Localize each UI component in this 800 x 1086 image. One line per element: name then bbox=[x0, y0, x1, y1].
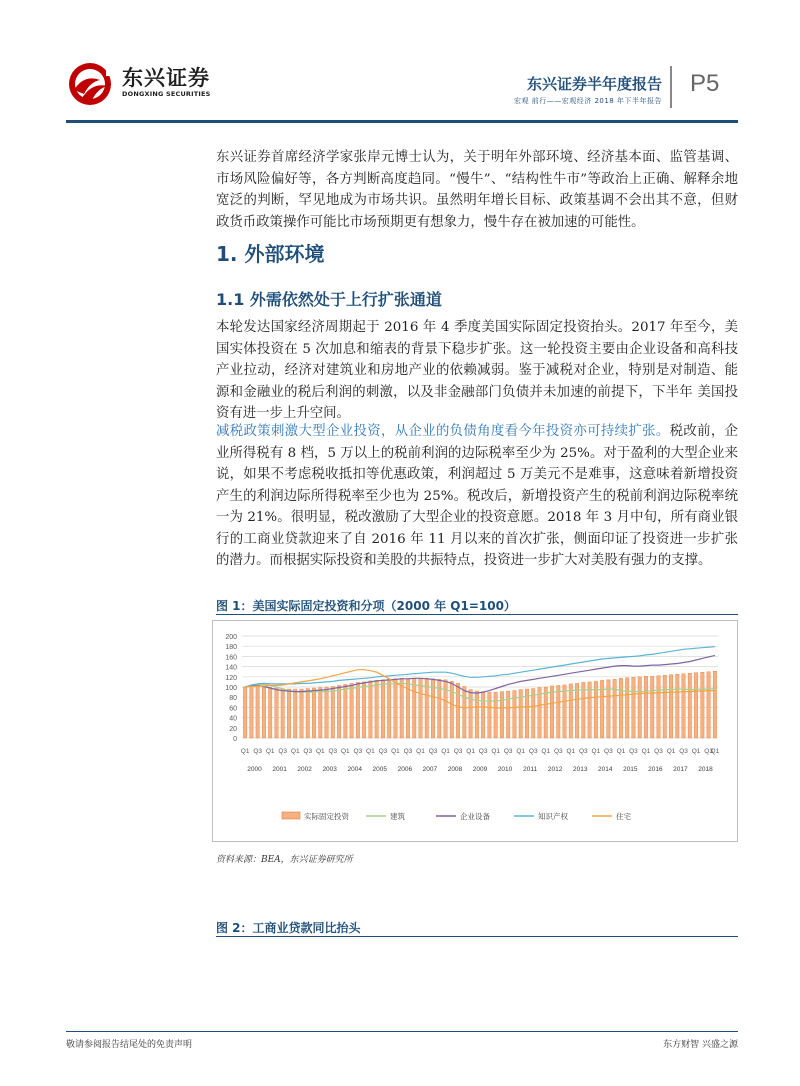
bar bbox=[550, 686, 553, 738]
bar bbox=[331, 686, 334, 738]
bar bbox=[456, 683, 459, 738]
x-quarter-label: Q3 bbox=[278, 748, 288, 755]
x-quarter-label: Q3 bbox=[704, 748, 713, 755]
bar bbox=[563, 685, 566, 738]
bar bbox=[544, 687, 547, 738]
investment-chart-svg bbox=[212, 620, 738, 842]
bar bbox=[306, 689, 309, 738]
x-year-label: 2016 bbox=[648, 766, 663, 773]
x-quarter-label: Q3 bbox=[679, 748, 688, 755]
x-quarter-label: Q1 bbox=[591, 748, 601, 755]
x-year-label: 2012 bbox=[547, 766, 563, 773]
bar bbox=[300, 689, 303, 738]
bar bbox=[287, 689, 290, 738]
figure2-title: 图 2：工商业贷款同比抬头 bbox=[216, 921, 361, 935]
x-quarter-label: Q1 bbox=[491, 748, 500, 755]
legend-label: 实际固定投资 bbox=[304, 812, 349, 821]
x-year-label: 2015 bbox=[623, 766, 638, 773]
bar bbox=[262, 687, 265, 738]
figure1-rule bbox=[216, 614, 738, 615]
y-tick-label: 140 bbox=[225, 664, 237, 672]
bar bbox=[682, 674, 685, 738]
x-year-label: 2005 bbox=[372, 766, 388, 773]
bar bbox=[575, 683, 578, 738]
bar bbox=[406, 679, 409, 738]
y-tick-label: 100 bbox=[225, 685, 237, 692]
x-year-label: 2001 bbox=[272, 766, 287, 773]
bar bbox=[701, 672, 704, 738]
x-year-label: 2007 bbox=[422, 766, 438, 773]
x-year-label: 2017 bbox=[673, 766, 688, 773]
x-year-label: 2009 bbox=[472, 766, 488, 773]
footer-rule bbox=[66, 1031, 738, 1032]
highlighted-sentence: 减税政策刺激大型企业投资，从企业的负债角度看今年投资亦可持续扩张。 bbox=[216, 424, 670, 439]
y-tick-label: 0 bbox=[233, 736, 237, 743]
report-title: 东兴证券半年度报告 bbox=[526, 75, 662, 93]
x-year-label: 2004 bbox=[347, 766, 362, 773]
logo-english-name: DONGXING SECURITIES bbox=[122, 90, 211, 98]
bar bbox=[394, 679, 397, 738]
x-year-label: 2003 bbox=[322, 766, 337, 773]
bar bbox=[400, 678, 403, 738]
header-divider bbox=[670, 66, 672, 108]
bar bbox=[243, 687, 246, 738]
bar bbox=[638, 677, 641, 738]
subsection-heading-external-demand: 1.1 外需依然处于上行扩张通道 bbox=[216, 290, 442, 309]
bar bbox=[450, 681, 453, 738]
y-tick-label: 200 bbox=[225, 634, 237, 641]
y-tick-label: 160 bbox=[225, 654, 237, 662]
bar bbox=[294, 689, 297, 738]
company-logo bbox=[66, 60, 216, 110]
bar bbox=[506, 691, 509, 738]
x-year-label: 2018 bbox=[698, 766, 713, 773]
bar bbox=[381, 680, 384, 738]
bar bbox=[319, 688, 322, 738]
x-quarter-label: Q3 bbox=[303, 748, 313, 755]
x-quarter-label: Q1 bbox=[641, 748, 651, 755]
bar bbox=[268, 688, 271, 738]
figure2-rule bbox=[216, 936, 738, 937]
bar bbox=[275, 688, 278, 738]
x-quarter-label: Q1 bbox=[466, 748, 475, 755]
bar bbox=[413, 679, 416, 738]
logo-emblem-icon bbox=[66, 60, 118, 106]
bar bbox=[494, 692, 497, 738]
logo-chinese-name: 东兴证券 bbox=[122, 66, 210, 90]
x-quarter-label: Q1 bbox=[341, 748, 350, 755]
x-quarter-label: Q3 bbox=[403, 748, 413, 755]
x-quarter-label: Q3 bbox=[553, 748, 563, 755]
x-quarter-label: Q1 bbox=[265, 748, 275, 755]
bar bbox=[694, 673, 697, 738]
bar bbox=[444, 680, 447, 738]
x-year-label: 2013 bbox=[572, 766, 588, 773]
bar bbox=[481, 692, 484, 738]
x-year-label: 2008 bbox=[447, 766, 463, 773]
bar bbox=[362, 682, 365, 738]
x-quarter-label: Q3 bbox=[579, 748, 588, 755]
x-quarter-label: Q1 bbox=[516, 748, 526, 755]
x-quarter-label: Q1 bbox=[416, 748, 425, 755]
x-quarter-label: Q3 bbox=[478, 748, 488, 755]
x-year-label: 2002 bbox=[297, 766, 312, 773]
x-quarter-label: Q1 bbox=[691, 748, 701, 755]
legend-label: 住宅 bbox=[616, 812, 631, 821]
bar bbox=[651, 676, 654, 738]
x-quarter-label: Q1 bbox=[240, 748, 250, 755]
x-quarter-label: Q1 bbox=[441, 748, 450, 755]
bar bbox=[337, 685, 340, 738]
bar bbox=[557, 685, 560, 738]
x-quarter-label: Q1 bbox=[710, 748, 720, 755]
report-subtitle: 宏观 前行——宏观经济 2018 年下半年报告 bbox=[514, 97, 662, 105]
x-quarter-label: Q1 bbox=[391, 748, 400, 755]
body-paragraph-investment-cycle: 本轮发达国家经济周期起于 2016 年 4 季度美国实际固定投资抬头。2017 年至今，美国实体投资在 5 次加息和缩表的背景下稳步扩张。这一轮投资主要由企业设备和高科技产业拉动，经济对建筑业和房地产业的依赖减弱。鉴于减税对企业，特别是对制造、能源和金融业的税后利润的刺激，以及非金融部门负债并未加速的前提下，下半年 美国投资有进一步上升空间。 bbox=[216, 320, 738, 421]
x-quarter-label: Q3 bbox=[453, 748, 463, 755]
x-quarter-label: Q1 bbox=[290, 748, 300, 755]
x-quarter-label: Q3 bbox=[253, 748, 262, 755]
intro-paragraph: 东兴证券首席经济学家张岸元博士认为，关于明年外部环境、经济基本面、监管基调、市场风险偏好等，各方判断高度趋同。“慢牛”、“结构性牛市”等政治上正确、解释余地宽泛的判断，罕见地成为市场共识。虽然明年增长目标、政策基调不会出其不意，但财政货币政策操作可能比市场预期更有想象力，慢牛存在被加速的可能性。 bbox=[216, 150, 738, 230]
x-year-label: 2010 bbox=[497, 766, 513, 773]
bar bbox=[369, 681, 372, 738]
bar bbox=[619, 678, 622, 738]
x-quarter-label: Q1 bbox=[616, 748, 626, 755]
x-year-label: 2006 bbox=[397, 766, 413, 773]
bar bbox=[375, 680, 378, 738]
footer-slogan: 东方财智 兴盛之源 bbox=[663, 1040, 738, 1050]
page-number: P5 bbox=[690, 70, 720, 97]
x-quarter-label: Q3 bbox=[654, 748, 663, 755]
bar bbox=[669, 675, 672, 738]
y-tick-label: 20 bbox=[229, 725, 237, 733]
x-year-label: 2000 bbox=[247, 766, 262, 773]
x-quarter-label: Q1 bbox=[366, 748, 375, 755]
x-quarter-label: Q3 bbox=[629, 748, 638, 755]
bar bbox=[713, 671, 716, 738]
paragraph-continuation: 税改前，企业所得税有 8 档，5 万以上的税前利润的边际税率至少为 25%。对于盈利的大型企业来说，如果不考虑税收抵扣等优惠政策，利润超过 5 万美元不是难事，这意味着新增投资产生的利润边际所得税率至少也为 25%。税改后，新增投资产生的税前利润边际税率统一为 21%。很明显，税改激励了大型企业的投资意愿。2018 年 3 月中旬，所有商业银行的工商业贷款迎来了自 2016 年 11 月以来的首次扩张，侧面印证了投资进一步扩张的潜力。而根据实际投资和美股的共振特点，投资进一步扩大对美股有强力的支撑。 bbox=[216, 424, 739, 568]
x-quarter-label: Q1 bbox=[315, 748, 325, 755]
bar bbox=[488, 692, 491, 738]
x-quarter-label: Q1 bbox=[666, 748, 676, 755]
bar bbox=[312, 688, 315, 738]
bar bbox=[582, 682, 585, 738]
header-rule bbox=[66, 120, 738, 123]
x-quarter-label: Q1 bbox=[541, 748, 551, 755]
bar bbox=[707, 672, 710, 738]
bar bbox=[632, 677, 635, 738]
x-quarter-label: Q1 bbox=[566, 748, 576, 755]
bar bbox=[250, 686, 253, 738]
bar bbox=[419, 678, 422, 738]
y-tick-label: 120 bbox=[225, 674, 237, 682]
bar bbox=[676, 674, 679, 738]
legend-label: 企业设备 bbox=[460, 812, 490, 821]
x-quarter-label: Q3 bbox=[604, 748, 613, 755]
bar bbox=[463, 686, 466, 738]
footer-disclaimer: 敬请参阅报告结尾处的免责声明 bbox=[66, 1040, 193, 1050]
x-quarter-label: Q3 bbox=[528, 748, 538, 755]
body-paragraph-tax-reform bbox=[216, 421, 738, 572]
bar bbox=[500, 692, 503, 738]
bar bbox=[325, 687, 328, 738]
bar bbox=[350, 683, 353, 738]
bar bbox=[688, 673, 691, 738]
legend-label: 知识产权 bbox=[538, 812, 568, 821]
bar bbox=[657, 676, 660, 738]
bar bbox=[625, 678, 628, 738]
x-quarter-label: Q3 bbox=[328, 748, 338, 755]
bar bbox=[644, 676, 647, 738]
y-tick-label: 40 bbox=[229, 715, 237, 723]
bar bbox=[356, 682, 359, 738]
bar bbox=[475, 691, 478, 738]
bar bbox=[613, 679, 616, 738]
x-quarter-label: Q3 bbox=[428, 748, 438, 755]
bar bbox=[256, 686, 259, 738]
bar bbox=[344, 684, 347, 738]
figure1-title: 图 1：美国实际固定投资和分项（2000 年 Q1=100） bbox=[216, 599, 516, 613]
bar bbox=[569, 684, 572, 738]
x-quarter-label: Q3 bbox=[353, 748, 363, 755]
x-year-label: 2014 bbox=[598, 766, 613, 773]
legend-swatch bbox=[282, 812, 300, 819]
y-tick-label: 180 bbox=[225, 644, 237, 652]
y-tick-label: 60 bbox=[229, 705, 237, 713]
y-tick-label: 80 bbox=[229, 695, 237, 703]
x-quarter-label: Q3 bbox=[503, 748, 513, 755]
x-quarter-label: Q3 bbox=[378, 748, 388, 755]
bar bbox=[663, 675, 666, 738]
figure1-source: 资料来源：BEA，东兴证券研究所 bbox=[216, 855, 353, 865]
x-year-label: 2011 bbox=[523, 766, 538, 773]
legend-label: 建筑 bbox=[390, 812, 405, 821]
section-heading-external-environment: 1. 外部环境 bbox=[216, 242, 325, 266]
bar bbox=[281, 689, 284, 738]
bar bbox=[588, 682, 591, 738]
figure1-chart bbox=[212, 620, 738, 842]
bar bbox=[387, 679, 390, 738]
bar bbox=[469, 690, 472, 738]
bar bbox=[538, 688, 541, 738]
